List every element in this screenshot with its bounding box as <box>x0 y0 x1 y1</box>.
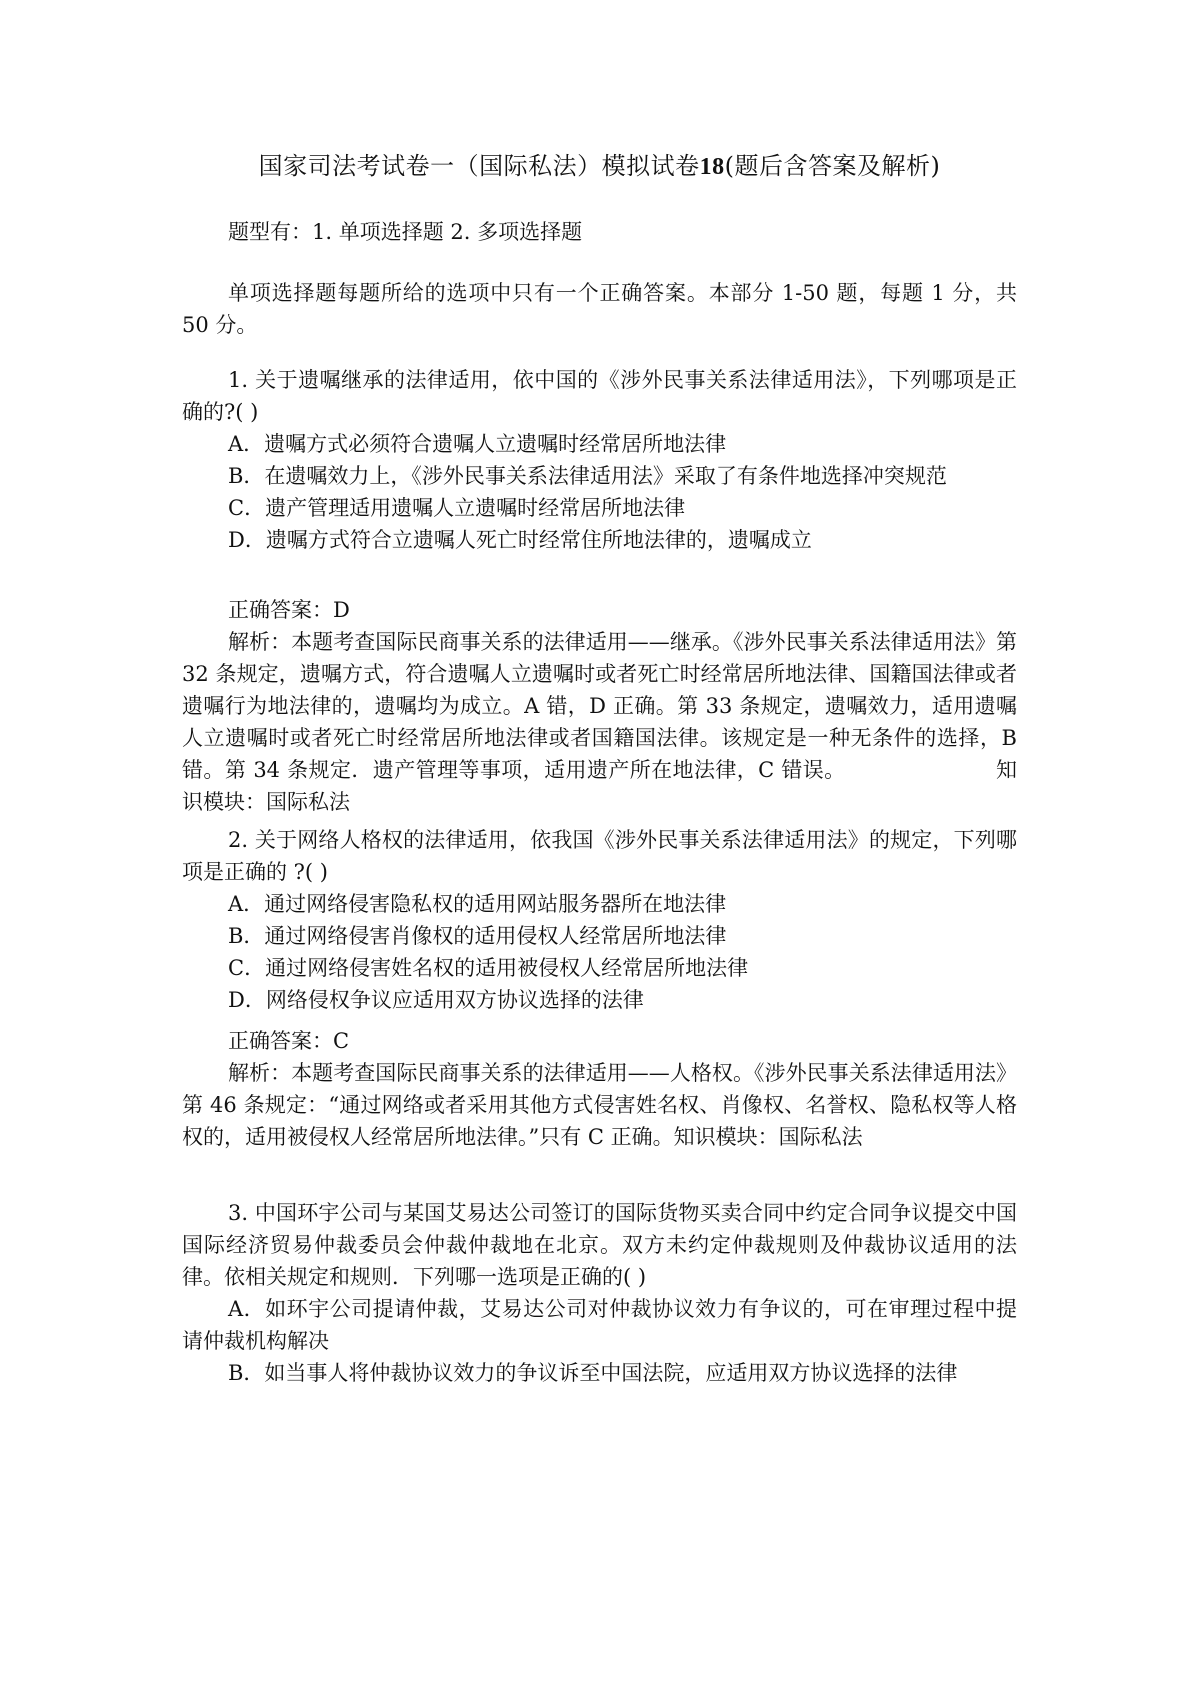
correct-answer: 正确答案：C <box>228 1029 350 1053</box>
title-number: 18 <box>699 154 725 180</box>
option-d: D．网络侵权争议应适用双方协议选择的法律 <box>228 988 644 1012</box>
knowledge-module: 知识模块：国际私法 <box>673 1125 863 1149</box>
option-c: C．通过网络侵害姓名权的适用被侵权人经常居所地法律 <box>228 956 749 980</box>
option-a: A．遗嘱方式必须符合遗嘱人立遗嘱时经常居所地法律 <box>228 432 727 456</box>
document-title <box>182 150 1017 183</box>
section-intro-block <box>182 277 1017 341</box>
option-b: B．在遗嘱效力上，《涉外民事关系法律适用法》采取了有条件地选择冲突规范 <box>228 464 947 488</box>
section-intro: 单项选择题每题所给的选项中只有一个正确答案。本部分 1-50 题，每题 1 分，共 50 分。 <box>182 281 1017 337</box>
title-prefix: 国家司法考试卷一（国际私法）模拟试卷 <box>258 152 700 180</box>
question-stem: 3. 中国环宇公司与某国艾易达公司签订的国际货物买卖合同中约定合同争议提交中国国际经济贸易仲裁委员会仲裁仲裁地在北京。双方未约定仲裁规则及仲裁协议适用的法律。依相关规定和规则．下列哪一选项是正确的( ) <box>182 1201 1017 1289</box>
answer-1-block <box>182 594 1017 818</box>
analysis <box>182 1057 1017 1153</box>
option-a: A．通过网络侵害隐私权的适用网站服务器所在地法律 <box>228 892 727 916</box>
question-stem: 1. 关于遗嘱继承的法律适用，依中国的《涉外民事关系法律适用法》，下列哪项是正确的?( ) <box>182 368 1017 424</box>
correct-answer: 正确答案：D <box>228 598 350 622</box>
question-1 <box>182 364 1017 556</box>
answer-2-block <box>182 1025 1017 1153</box>
analysis-text: 解析：本题考查国际民商事关系的法律适用——人格权。《涉外民事关系法律适用法》第 46 条规定：“通过网络或者采用其他方式侵害姓名权、肖像权、名誉权、隐私权等人格权的，适用被侵权人经常居所地法律。”只有 C 正确。 <box>182 1061 1017 1149</box>
option-c: C．遗产管理适用遗嘱人立遗嘱时经常居所地法律 <box>228 496 686 520</box>
option-b: B．如当事人将仲裁协议效力的争议诉至中国法院，应适用双方协议选择的法律 <box>228 1361 958 1385</box>
analysis <box>182 626 1017 818</box>
question-stem: 2. 关于网络人格权的法律适用，依我国《涉外民事关系法律适用法》的规定，下列哪项是正确的 ?( ) <box>182 828 1017 884</box>
question-types: 题型有：1. 单项选择题 2. 多项选择题 <box>228 220 583 244</box>
analysis-text: 解析：本题考查国际民商事关系的法律适用——继承。《涉外民事关系法律适用法》第 32 条规定，遗嘱方式，符合遗嘱人立遗嘱时或者死亡时经常居所地法律、国籍国法律或者遗嘱行为地法律的，遗嘱均为成立。A 错，D 正确。第 33 条规定，遗嘱效力，适用遗嘱人立遗嘱时或者死亡时经常居所地法律或者国籍国法律。该规定是一种无条件的选择，B 错。第 34 条规定．遗产管理等事项，适用遗产所在地法律，C 错误。 <box>182 630 1017 782</box>
title-suffix: (题后含答案及解析) <box>724 152 941 180</box>
option-b: B．通过网络侵害肖像权的适用侵权人经常居所地法律 <box>228 924 727 948</box>
question-3 <box>182 1197 1017 1389</box>
question-types-block <box>182 216 1017 248</box>
question-2 <box>182 824 1017 1016</box>
option-a: A．如环宇公司提请仲裁，艾易达公司对仲裁协议效力有争议的，可在审理过程中提请仲裁机构解决 <box>182 1297 1017 1353</box>
option-d: D．遗嘱方式符合立遗嘱人死亡时经常住所地法律的，遗嘱成立 <box>228 528 812 552</box>
knowledge-module: 知识模块：国际私法 <box>182 758 1017 814</box>
